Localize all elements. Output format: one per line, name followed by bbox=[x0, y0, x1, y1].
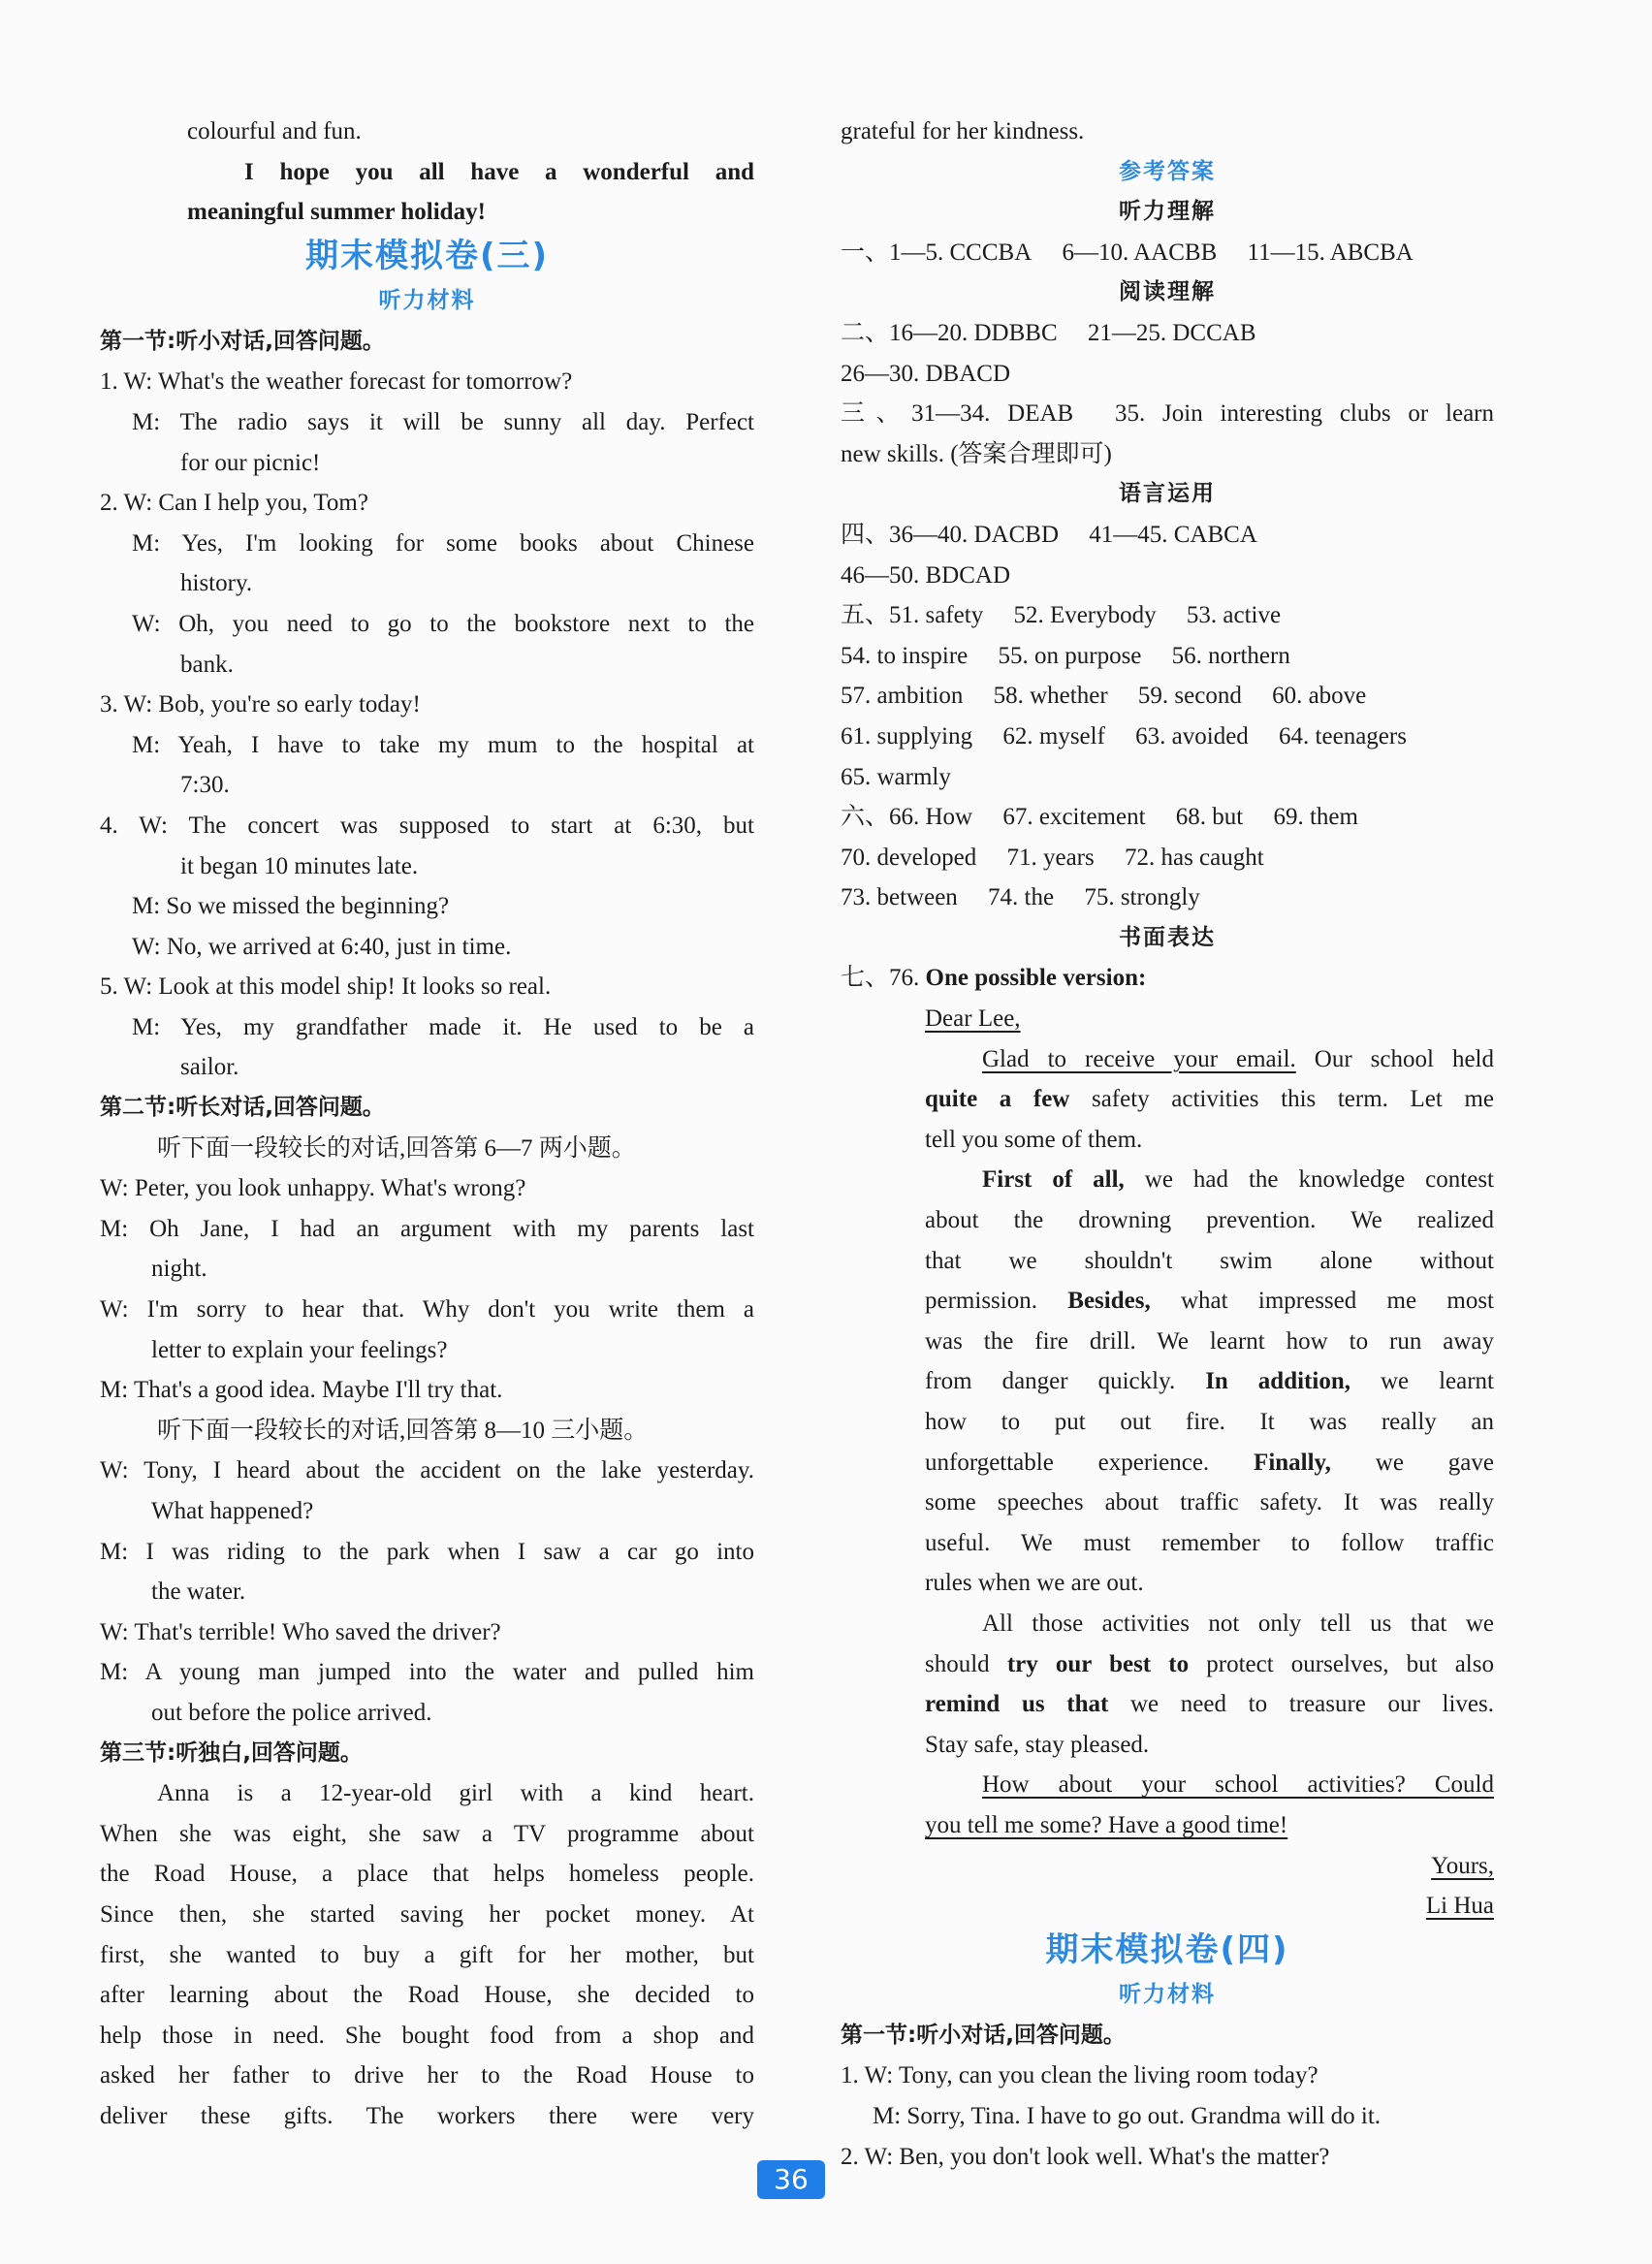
text-segment: W: Tony, I heard about the accident on the lake yesterday. bbox=[100, 1457, 754, 1484]
text-line bbox=[100, 927, 754, 968]
text-segment: 第三节:听独白,回答问题。 bbox=[100, 1739, 363, 1766]
text-line bbox=[100, 1249, 754, 1290]
text-segment: 2. W: Ben, you don't look well. What's the matter? bbox=[841, 2143, 1330, 2170]
text-line bbox=[100, 846, 754, 887]
text-line bbox=[841, 1523, 1494, 1564]
underlined-phrase: How about your school activities? Could bbox=[982, 1771, 1494, 1799]
text-segment: 5. W: Look at this model ship! It looks so real. bbox=[100, 973, 552, 1001]
text-segment: 听力理解 bbox=[1119, 199, 1216, 225]
text-line bbox=[841, 1644, 1494, 1685]
text-segment: All those activities not only tell us that we bbox=[982, 1610, 1494, 1637]
text-line bbox=[841, 1160, 1494, 1200]
text-line bbox=[100, 1612, 754, 1653]
text-line bbox=[100, 402, 754, 443]
text-segment: that we shouldn't swim alone without bbox=[925, 1247, 1494, 1274]
text-segment: 4. W: The concert was supposed to start at 6:30, but bbox=[100, 812, 754, 839]
text-line bbox=[100, 1572, 754, 1612]
text-segment: 七、76. bbox=[841, 965, 926, 992]
text-line bbox=[841, 354, 1494, 395]
page-number-badge: 36 bbox=[757, 2160, 825, 2199]
text-line bbox=[100, 192, 754, 233]
text-segment: 70. developed 71. years 72. has caught bbox=[841, 844, 1264, 871]
text-line bbox=[841, 394, 1494, 434]
text-segment: 一、1—5. CCCBA 6—10. AACBB 11—15. ABCBA bbox=[841, 239, 1414, 266]
text-segment: 第一节:听小对话,回答问题。 bbox=[841, 2022, 1126, 2048]
text-segment: first, she wanted to buy a gift for her mother, but bbox=[100, 1941, 754, 1968]
text-line bbox=[841, 112, 1494, 152]
text-line bbox=[841, 2056, 1494, 2096]
text-segment: W: Peter, you look unhappy. What's wrong? bbox=[100, 1175, 526, 1202]
text-segment: 书面表达 bbox=[1119, 924, 1216, 950]
text-line bbox=[841, 1402, 1494, 1443]
text-line bbox=[100, 1330, 754, 1371]
text-line bbox=[841, 999, 1494, 1039]
text-line bbox=[100, 1773, 754, 1814]
text-line bbox=[841, 556, 1494, 596]
text-segment: 二、16—20. DDBBC 21—25. DCCAB bbox=[841, 319, 1256, 346]
text-segment: M: That's a good idea. Maybe I'll try that. bbox=[100, 1377, 503, 1404]
text-segment: Our school held bbox=[1295, 1045, 1494, 1072]
text-segment: When she was eight, she saw a TV programme about bbox=[100, 1820, 754, 1847]
text-line bbox=[841, 676, 1494, 717]
text-line bbox=[100, 1854, 754, 1895]
text-segment: 65. warmly bbox=[841, 763, 951, 790]
text-line bbox=[100, 1935, 754, 1976]
bold-phrase: remind us that bbox=[925, 1691, 1109, 1718]
text-segment: 听力材料 bbox=[378, 287, 476, 313]
text-segment: M: Yes, I'm looking for some books about Chinese bbox=[132, 529, 754, 557]
text-line bbox=[100, 1451, 754, 1491]
text-line bbox=[841, 1200, 1494, 1241]
text-segment: the Road House, a place that helps homeless people. bbox=[100, 1861, 754, 1888]
text-segment: we learnt bbox=[1350, 1368, 1494, 1395]
text-segment: 听下面一段较长的对话,回答第 8—10 三小题。 bbox=[157, 1417, 649, 1444]
signature-line bbox=[841, 1846, 1494, 1887]
text-line bbox=[100, 1411, 754, 1451]
text-line bbox=[841, 434, 1494, 475]
text-line bbox=[100, 725, 754, 766]
text-segment: grateful for her kindness. bbox=[841, 118, 1085, 144]
text-line bbox=[841, 1805, 1494, 1846]
text-line bbox=[100, 1895, 754, 1935]
text-segment: safety activities this term. Let me bbox=[1069, 1086, 1494, 1113]
text-segment: sailor. bbox=[180, 1054, 239, 1081]
bold-phrase: Besides, bbox=[1067, 1288, 1151, 1315]
text-segment: W: Oh, you need to go to the bookstore next to the bbox=[132, 610, 754, 637]
text-segment: was the fire drill. We learnt how to run away bbox=[925, 1327, 1494, 1355]
text-line bbox=[100, 1491, 754, 1532]
text-segment: asked her father to drive her to the Road House to bbox=[100, 2062, 754, 2089]
part-heading bbox=[100, 1734, 754, 1774]
text-segment: how to put out fire. It was really an bbox=[925, 1409, 1494, 1435]
text-line bbox=[841, 1684, 1494, 1725]
text-line bbox=[841, 1563, 1494, 1604]
text-segment: 五、51. safety 52. Everybody 53. active bbox=[841, 602, 1282, 629]
text-segment: W: No, we arrived at 6:40, just in time. bbox=[132, 933, 512, 960]
text-segment: M: Yes, my grandfather made it. He used to be a bbox=[132, 1013, 754, 1040]
text-line bbox=[841, 1281, 1494, 1322]
underlined-phrase: Glad to receive your email. bbox=[982, 1045, 1296, 1072]
text-segment: 73. between 74. the 75. strongly bbox=[841, 884, 1200, 911]
underlined-phrase: Yours, bbox=[1431, 1852, 1494, 1879]
text-line bbox=[100, 886, 754, 927]
text-line bbox=[841, 1120, 1494, 1161]
text-line bbox=[841, 958, 1494, 999]
answer-heading bbox=[841, 272, 1494, 313]
text-line bbox=[100, 765, 754, 806]
bold-phrase: In addition, bbox=[1205, 1368, 1350, 1395]
text-line bbox=[100, 1129, 754, 1169]
bold-phrase: Finally, bbox=[1254, 1449, 1331, 1476]
text-line bbox=[100, 2096, 754, 2137]
text-line bbox=[841, 717, 1494, 757]
text-segment: should bbox=[925, 1650, 1007, 1677]
text-line bbox=[100, 152, 754, 193]
text-segment: Anna is a 12-year-old girl with a kind heart. bbox=[157, 1780, 754, 1807]
exam-title bbox=[841, 1927, 1494, 1973]
left-column bbox=[100, 112, 754, 2137]
text-line bbox=[841, 636, 1494, 677]
part-heading bbox=[100, 322, 754, 363]
text-segment: M: Yeah, I have to take my mum to the hospital at bbox=[132, 731, 754, 758]
text-line bbox=[841, 797, 1494, 838]
text-segment: some speeches about traffic safety. It was really bbox=[925, 1489, 1494, 1516]
text-segment: we need to treasure our lives. bbox=[1108, 1691, 1494, 1718]
text-segment: M: Oh Jane, I had an argument with my parents last bbox=[100, 1215, 754, 1242]
part-heading bbox=[100, 1088, 754, 1129]
right-column bbox=[841, 112, 1494, 2177]
text-segment: we gave bbox=[1330, 1449, 1494, 1476]
text-segment: 57. ambition 58. whether 59. second 60. above bbox=[841, 683, 1367, 710]
text-line bbox=[100, 1290, 754, 1330]
text-line bbox=[841, 2137, 1494, 2178]
text-segment: rules when we are out. bbox=[925, 1570, 1144, 1597]
bold-phrase: try our best to bbox=[1006, 1650, 1190, 1677]
text-line bbox=[100, 1209, 754, 1250]
text-segment: 7:30. bbox=[180, 772, 230, 799]
text-segment: bank. bbox=[180, 651, 234, 678]
text-segment: after learning about the Road House, she decided to bbox=[100, 1982, 754, 2009]
text-line bbox=[841, 313, 1494, 354]
text-segment: 3. W: Bob, you're so early today! bbox=[100, 691, 421, 718]
text-segment: permission. bbox=[925, 1288, 1068, 1315]
text-segment: 四、36—40. DACBD 41—45. CABCA bbox=[841, 521, 1257, 548]
answer-heading bbox=[841, 474, 1494, 515]
text-segment: 1. W: Tony, can you clean the living room today? bbox=[841, 2062, 1318, 2089]
text-segment: deliver these gifts. The workers there were very bbox=[100, 2102, 754, 2129]
text-segment: 语言运用 bbox=[1119, 481, 1216, 507]
text-segment: W: I'm sorry to hear that. Why don't you write them a bbox=[100, 1296, 754, 1323]
text-segment: 1. W: What's the weather forecast for tomorrow? bbox=[100, 368, 573, 396]
text-segment: out before the police arrived. bbox=[151, 1699, 432, 1726]
text-segment: Since then, she started saving her pocket money. At bbox=[100, 1900, 754, 1928]
text-segment: night. bbox=[151, 1256, 207, 1283]
text-segment: 2. W: Can I help you, Tom? bbox=[100, 490, 368, 517]
text-segment: help those in need. She bought food from a shop and bbox=[100, 2022, 754, 2049]
text-segment: 期末模拟卷(三) bbox=[304, 236, 550, 275]
text-line bbox=[841, 757, 1494, 798]
bold-phrase: First of all, bbox=[982, 1166, 1125, 1194]
text-line bbox=[100, 443, 754, 484]
text-line bbox=[100, 1047, 754, 1088]
text-segment: 第二节:听长对话,回答问题。 bbox=[100, 1095, 385, 1121]
text-line bbox=[100, 524, 754, 564]
answer-key-title bbox=[841, 152, 1494, 193]
signature-line bbox=[841, 1886, 1494, 1927]
text-line bbox=[100, 645, 754, 686]
text-segment: tell you some of them. bbox=[925, 1126, 1143, 1153]
text-line bbox=[100, 563, 754, 604]
text-segment: new skills. (答案合理即可) bbox=[841, 440, 1112, 467]
text-segment: 参考答案 bbox=[1119, 158, 1216, 184]
text-line bbox=[841, 1765, 1494, 1805]
text-segment: W: That's terrible! Who saved the driver? bbox=[100, 1618, 501, 1645]
text-line bbox=[841, 2096, 1494, 2137]
text-segment: M: So we missed the beginning? bbox=[132, 893, 450, 920]
text-line bbox=[100, 1652, 754, 1693]
answer-heading bbox=[841, 918, 1494, 959]
text-segment: M: A young man jumped into the water and pulled him bbox=[100, 1659, 754, 1686]
text-line bbox=[100, 685, 754, 725]
text-line bbox=[841, 1443, 1494, 1483]
section-subtitle bbox=[841, 1973, 1494, 2016]
text-line bbox=[841, 1725, 1494, 1766]
text-line bbox=[841, 1483, 1494, 1523]
text-line bbox=[100, 362, 754, 402]
text-segment: protect ourselves, but also bbox=[1189, 1650, 1494, 1677]
text-segment: it began 10 minutes late. bbox=[180, 852, 419, 879]
text-line bbox=[100, 1814, 754, 1855]
text-segment: 46—50. BDCAD bbox=[841, 561, 1011, 589]
text-segment: useful. We must remember to follow traffic bbox=[925, 1529, 1494, 1556]
text-segment: unforgettable experience. bbox=[925, 1449, 1255, 1476]
text-segment: we had the knowledge contest bbox=[1124, 1166, 1494, 1194]
text-line bbox=[841, 1322, 1494, 1362]
text-segment: for our picnic! bbox=[180, 449, 321, 476]
text-segment: Stay safe, stay pleased. bbox=[925, 1731, 1150, 1758]
part-heading bbox=[841, 2016, 1494, 2057]
text-segment: M: Sorry, Tina. I have to go out. Grandma will do it. bbox=[873, 2102, 1382, 2129]
text-segment: colourful and fun. bbox=[187, 118, 362, 144]
text-segment: 26—30. DBACD bbox=[841, 360, 1011, 387]
text-line bbox=[841, 1604, 1494, 1644]
bold-phrase: One possible version: bbox=[925, 965, 1147, 992]
text-line bbox=[100, 112, 754, 152]
bold-phrase: quite a few bbox=[925, 1086, 1070, 1113]
text-line bbox=[100, 483, 754, 524]
answer-heading bbox=[841, 192, 1494, 233]
text-line bbox=[100, 806, 754, 846]
text-segment: What happened? bbox=[151, 1498, 314, 1524]
bold-phrase: I hope you all have a wonderful and bbox=[244, 158, 754, 185]
text-line bbox=[841, 877, 1494, 918]
text-segment: 三、31—34. DEAB 35. Join interesting clubs or learn bbox=[841, 400, 1494, 428]
text-segment: history. bbox=[180, 570, 253, 597]
text-line bbox=[100, 967, 754, 1007]
text-line bbox=[100, 604, 754, 645]
text-line bbox=[841, 1241, 1494, 1282]
text-segment: letter to explain your feelings? bbox=[151, 1336, 448, 1363]
section-subtitle bbox=[100, 279, 754, 322]
text-line bbox=[841, 1079, 1494, 1120]
text-segment: 听下面一段较长的对话,回答第 6—7 两小题。 bbox=[157, 1134, 636, 1162]
text-segment: about the drowning prevention. We realized bbox=[925, 1207, 1494, 1234]
text-segment: M: I was riding to the park when I saw a car go into bbox=[100, 1538, 754, 1565]
text-segment: 阅读理解 bbox=[1119, 279, 1216, 305]
exam-title bbox=[100, 233, 754, 279]
text-line bbox=[841, 515, 1494, 556]
text-line bbox=[100, 1693, 754, 1734]
text-segment: 61. supplying 62. myself 63. avoided 64. teenagers bbox=[841, 722, 1407, 749]
text-segment: 期末模拟卷(四) bbox=[1045, 1929, 1289, 1969]
underlined-phrase: you tell me some? Have a good time! bbox=[925, 1811, 1288, 1838]
text-line bbox=[100, 1370, 754, 1411]
text-line bbox=[100, 1975, 754, 2016]
text-line bbox=[100, 2016, 754, 2057]
text-line bbox=[841, 838, 1494, 878]
text-line bbox=[841, 233, 1494, 273]
text-segment: 第一节:听小对话,回答问题。 bbox=[100, 328, 385, 354]
underlined-phrase: Li Hua bbox=[1425, 1893, 1494, 1920]
text-segment: 54. to inspire 55. on purpose 56. northern bbox=[841, 642, 1290, 669]
text-line bbox=[100, 2056, 754, 2096]
bold-phrase: meaningful summer holiday! bbox=[187, 199, 486, 226]
text-line bbox=[841, 1361, 1494, 1402]
text-line bbox=[100, 1168, 754, 1209]
text-line bbox=[100, 1007, 754, 1048]
text-segment: M: The radio says it will be sunny all day. Perfect bbox=[132, 408, 754, 435]
text-segment: from danger quickly. bbox=[925, 1368, 1206, 1395]
text-segment: 六、66. How 67. excitement 68. but 69. them bbox=[841, 804, 1358, 831]
text-segment: 听力材料 bbox=[1119, 1981, 1216, 2007]
text-segment: what impressed me most bbox=[1150, 1288, 1494, 1315]
text-line bbox=[841, 595, 1494, 636]
text-line bbox=[841, 1039, 1494, 1080]
underlined-phrase: Dear Lee, bbox=[925, 1005, 1021, 1033]
text-segment: the water. bbox=[151, 1578, 246, 1606]
text-line bbox=[100, 1532, 754, 1573]
